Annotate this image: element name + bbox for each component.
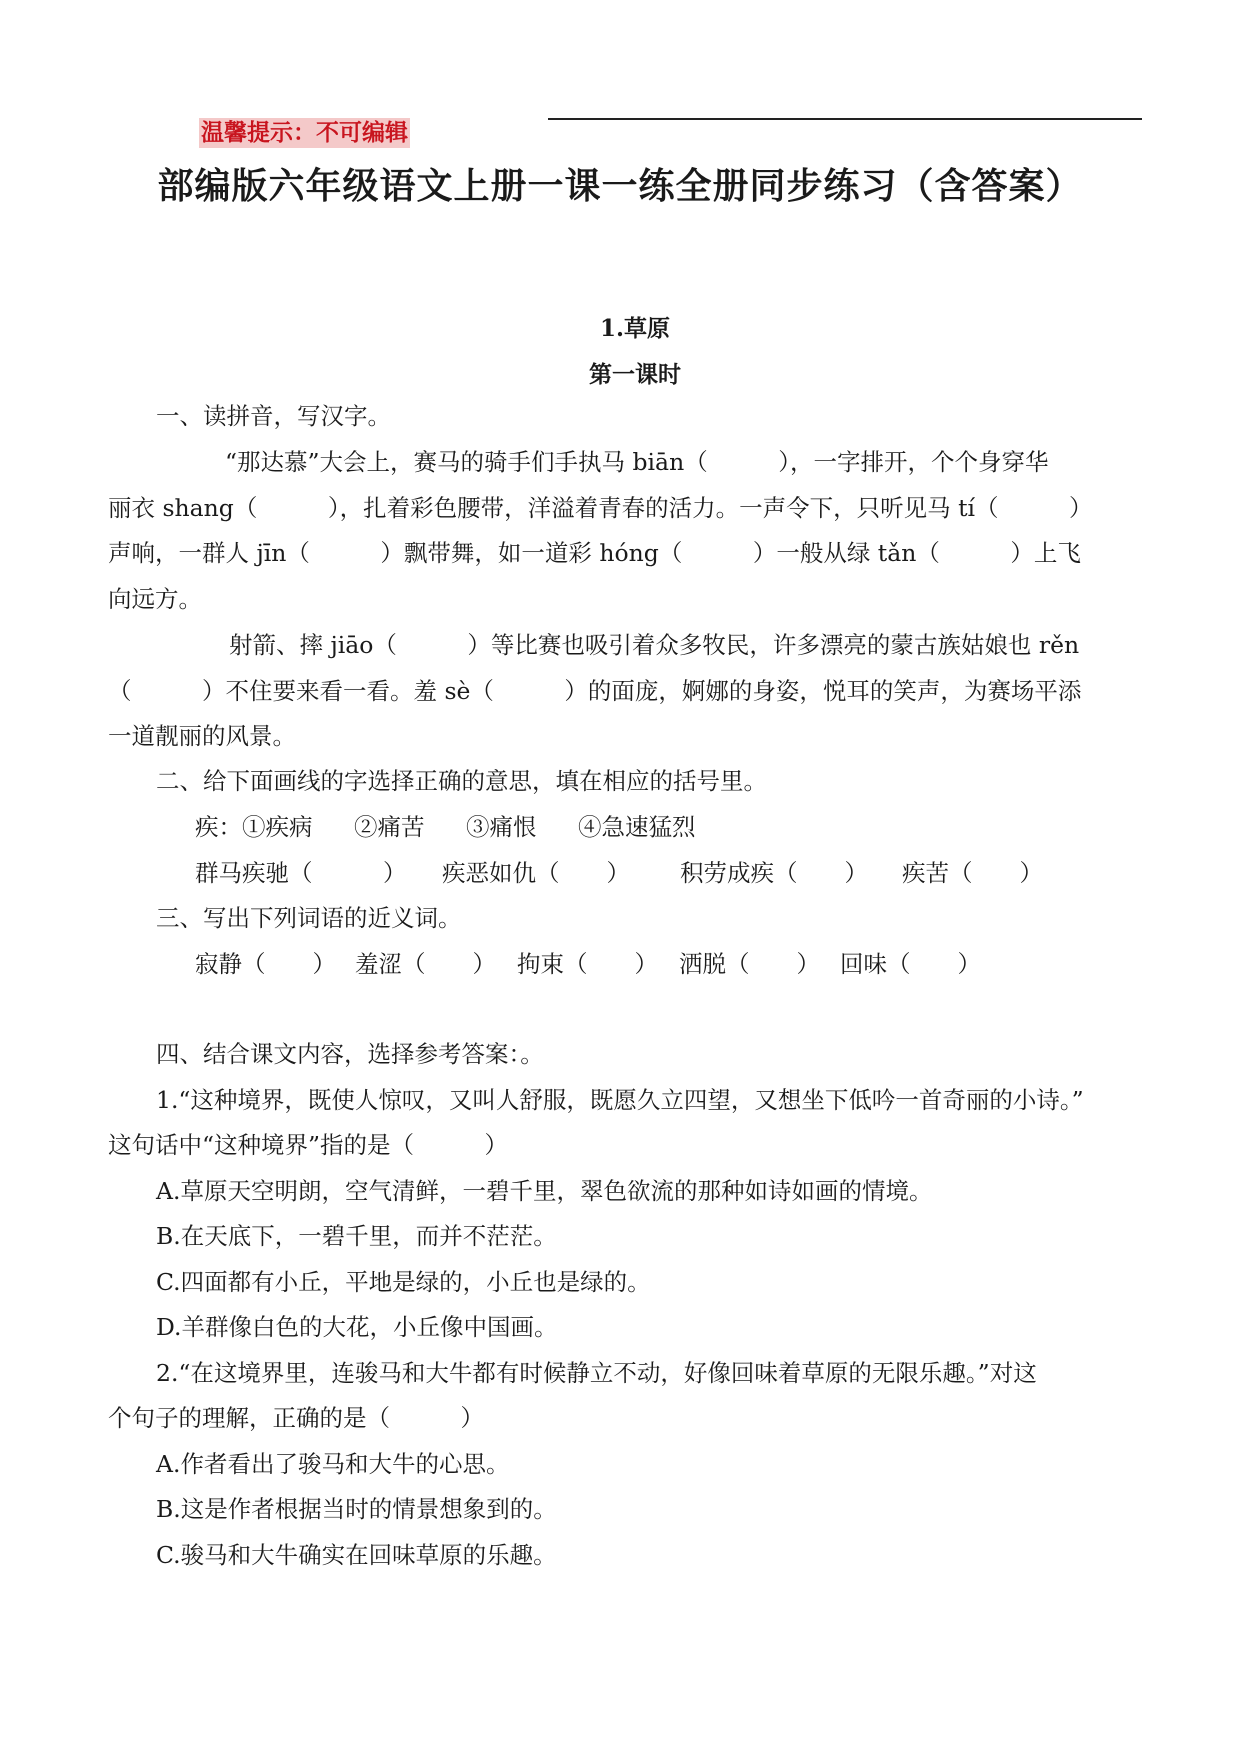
section1-line: 一道靓丽的风景。 (108, 722, 296, 750)
question1-text: 这句话中“这种境界”指的是（ ） (108, 1131, 509, 1159)
question1-option: B.在天底下，一碧千里，而并不茫茫。 (156, 1222, 557, 1250)
question2-option: B.这是作者根据当时的情景想象到的。 (156, 1495, 557, 1523)
section4-heading: 四、结合课文内容，选择参考答案：。 (156, 1040, 544, 1068)
section1-line: 向远方。 (108, 585, 202, 613)
section3-item: 寂静（ ） (195, 950, 336, 978)
lesson-title: 1.草原 (599, 315, 670, 342)
question2-text: 个句子的理解，正确的是（ ） (108, 1404, 484, 1432)
section3-item: 拘束（ ） (517, 950, 658, 978)
option: ④急速猛烈 (577, 813, 696, 841)
section1-line: （ ）不住要来看一看。羞 sè（ ）的面庞，婀娜的身姿，悦耳的笑声，为赛场平添 (108, 677, 1082, 705)
section2-heading: 二、给下面画线的字选择正确的意思，填在相应的括号里。 (156, 767, 767, 795)
section1-line: “那达慕”大会上，赛马的骑手们手执马 biān（ ），一字排开，个个身穿华 (225, 448, 1049, 476)
edit-notice: 温馨提示：不可编辑 (201, 120, 408, 146)
section2-options (195, 804, 695, 850)
section2-item: 群马疾驰（ ） (195, 859, 407, 887)
question1-text: 1.“这种境界，既使人惊叹，又叫人舒服，既愿久立四望，又想坐下低吟一首奇丽的小诗。” (156, 1086, 1084, 1114)
section2-item: 积劳成疾（ ） (680, 859, 868, 887)
section1-line: 丽衣 shang（ ），扎着彩色腰带，洋溢着青春的活力。一声令下，只听见马 tí（ ） (108, 494, 1093, 522)
question1-option: C.四面都有小丘，平地是绿的，小丘也是绿的。 (156, 1268, 651, 1296)
question1-option: A.草原天空明朗，空气清鲜，一碧千里，翠色欲流的那种如诗如画的情境。 (156, 1177, 933, 1205)
lesson-period: 第一课时 (589, 361, 681, 388)
section2-item: 疾苦（ ） (902, 859, 1043, 887)
option: ③痛恨 (465, 813, 537, 841)
document-title: 部编版六年级语文上册一课一练全册同步练习（含答案） (157, 166, 1083, 207)
section1-line: 声响，一群人 jīn（ ）飘带舞，如一道彩 hóng（ ）一般从绿 tǎn（ ）上飞 (108, 539, 1081, 567)
section3-item: 回味（ ） (840, 950, 981, 978)
section3-item: 洒脱（ ） (679, 950, 820, 978)
options-label: 疾： (195, 813, 242, 841)
section3-heading: 三、写出下列词语的近义词。 (156, 904, 462, 932)
section1-line: 射箭、摔 jiāo（ ）等比赛也吸引着众多牧民，许多漂亮的蒙古族姑娘也 rěn (229, 631, 1080, 659)
section3-item: 羞涩（ ） (355, 950, 496, 978)
section1-heading: 一、读拼音，写汉字。 (156, 402, 391, 430)
question2-option: A.作者看出了骏马和大牛的心思。 (156, 1450, 510, 1478)
question2-option: C.骏马和大牛确实在回味草原的乐趣。 (156, 1541, 557, 1569)
question1-option: D.羊群像白色的大花，小丘像中国画。 (156, 1313, 558, 1341)
option: ②痛苦 (353, 813, 425, 841)
section2-item: 疾恶如仇（ ） (442, 859, 630, 887)
header-rule (548, 118, 1142, 120)
option: ①疾病 (242, 813, 313, 841)
question2-text: 2.“在这境界里，连骏马和大牛都有时候静立不动，好像回味着草原的无限乐趣。”对这 (156, 1359, 1037, 1387)
